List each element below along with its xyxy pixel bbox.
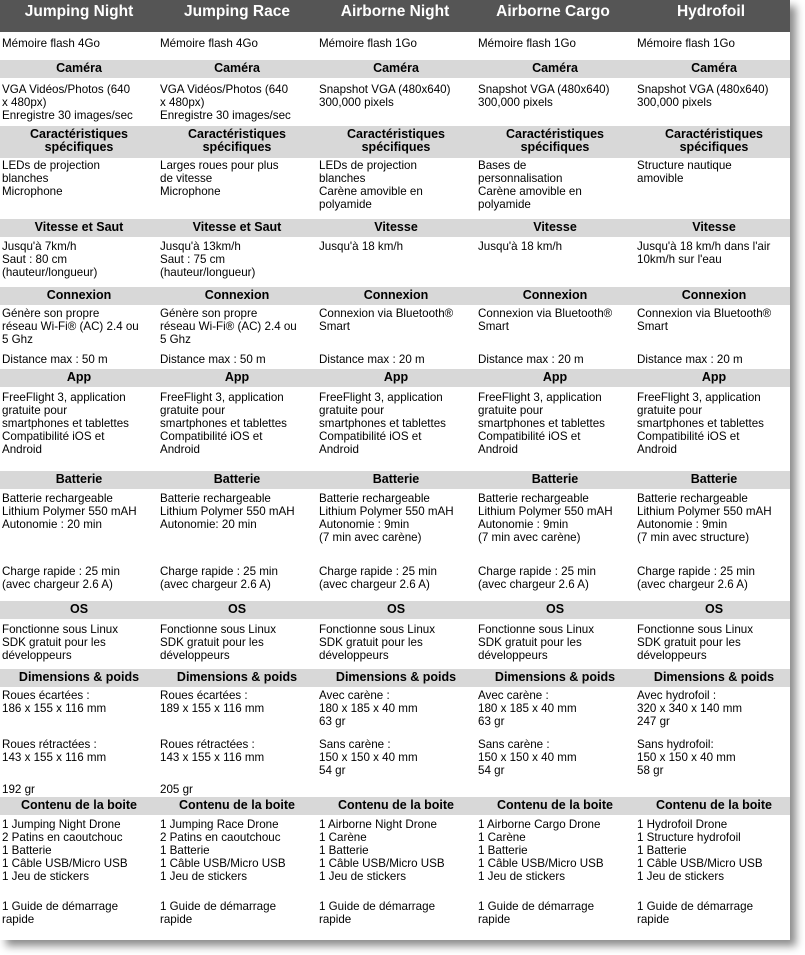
product-name: Jumping Night (24, 3, 134, 20)
battery-cell: Batterie rechargeable Lithium Polymer 550 mAH Autonomie : 20 min (2, 492, 137, 531)
dimensions-alt-cell: Sans carène : 150 x 150 x 40 mm 54 gr (319, 738, 418, 777)
battery-header: Batterie (55, 472, 103, 486)
os-cell: Fonctionne sous Linux SDK gratuit pour les développeurs (160, 623, 277, 662)
battery-header: Batterie (690, 472, 738, 486)
app-cell: FreeFlight 3, application gratuite pour smartphones et tablettes Compatibilité iOS et Android (319, 391, 446, 456)
app-header: App (542, 370, 568, 384)
weight-cell: 192 gr (2, 783, 35, 796)
guide-cell: 1 Guide de démarrage rapide (319, 900, 436, 926)
app-cell: FreeFlight 3, application gratuite pour smartphones et tablettes Compatibilité iOS et Android (637, 391, 764, 456)
dimensions-header: Dimensions & poids (494, 670, 616, 684)
os-header: OS (386, 602, 406, 616)
box-contents-header: Contenu de la boite (338, 798, 454, 812)
connexion-range-cell: Distance max : 20 m (319, 353, 425, 366)
dimensions-alt-cell: Roues rétractées : 143 x 155 x 116 mm (160, 738, 265, 764)
memory-cell: Mémoire flash 1Go (478, 37, 576, 50)
app-cell: FreeFlight 3, application gratuite pour smartphones et tablettes Compatibilité iOS et Android (160, 391, 287, 456)
dimensions-cell: Avec carène : 180 x 185 x 40 mm 63 gr (478, 689, 577, 728)
connexion-header: Connexion (204, 288, 270, 302)
app-header: App (701, 370, 727, 384)
connexion-range-cell: Distance max : 50 m (160, 353, 266, 366)
app-cell: FreeFlight 3, application gratuite pour smartphones et tablettes Compatibilité iOS et Android (2, 391, 129, 456)
camera-cell: VGA Vidéos/Photos (640 x 480px) Enregistre 30 images/sec (160, 83, 291, 122)
os-cell: Fonctionne sous Linux SDK gratuit pour les développeurs (2, 623, 119, 662)
box-contents-header: Contenu de la boite (497, 798, 613, 812)
connexion-cell: Génère son propre réseau Wi-Fi® (AC) 2.4 ou 5 Ghz (2, 307, 139, 346)
product-header-row (0, 0, 790, 32)
guide-cell: 1 Guide de démarrage rapide (637, 900, 754, 926)
dimensions-alt-cell: Sans carène : 150 x 150 x 40 mm 54 gr (478, 738, 577, 777)
features-header: Caractéristiques spécifiques (30, 127, 128, 154)
connexion-header: Connexion (522, 288, 588, 302)
box-contents-header: Contenu de la boite (656, 798, 772, 812)
app-header: App (224, 370, 250, 384)
guide-cell: 1 Guide de démarrage rapide (160, 900, 277, 926)
box-contents-cell: 1 Jumping Race Drone 2 Patins en caoutchouc 1 Batterie 1 Câble USB/Micro USB 1 Jeu de stickers (160, 818, 286, 883)
camera-cell: Snapshot VGA (480x640) 300,000 pixels (319, 83, 451, 109)
os-header: OS (545, 602, 565, 616)
connexion-range-cell: Distance max : 20 m (637, 353, 743, 366)
connexion-header: Connexion (46, 288, 112, 302)
app-header: App (66, 370, 92, 384)
product-name: Airborne Cargo (496, 3, 610, 20)
dimensions-alt-cell: Sans hydrofoil: 150 x 150 x 40 mm 58 gr (637, 738, 736, 777)
speed-header: Vitesse (533, 220, 577, 234)
dimensions-alt-cell: Roues rétractées : 143 x 155 x 116 mm (2, 738, 107, 764)
box-contents-header: Contenu de la boite (179, 798, 295, 812)
battery-cell: Batterie rechargeable Lithium Polymer 550 mAH Autonomie : 9min (7 min avec carène) (319, 492, 454, 544)
speed-header: Vitesse et Saut (192, 220, 282, 234)
os-cell: Fonctionne sous Linux SDK gratuit pour les développeurs (478, 623, 595, 662)
box-contents-cell: 1 Airborne Night Drone 1 Carène 1 Batterie 1 Câble USB/Micro USB 1 Jeu de stickers (319, 818, 445, 883)
features-cell: Structure nautique amovible (637, 159, 732, 185)
speed-header: Vitesse (374, 220, 418, 234)
battery-cell: Batterie rechargeable Lithium Polymer 550 mAH Autonomie : 9min (7 min avec structure) (637, 492, 772, 544)
speed-cell: Jusqu'à 7km/h Saut : 80 cm (hauteur/longueur) (2, 240, 98, 279)
features-cell: Larges roues pour plus de vitesse Microphone (160, 159, 279, 198)
speed-cell: Jusqu'à 18 km/h dans l'air 10km/h sur l'eau (637, 240, 771, 266)
dimensions-header: Dimensions & poids (335, 670, 457, 684)
dimensions-cell: Avec hydrofoil : 320 x 340 x 140 mm 247 gr (637, 689, 743, 728)
dimensions-cell: Roues écartées : 186 x 155 x 116 mm (2, 689, 107, 715)
battery-charge-cell: Charge rapide : 25 min (avec chargeur 2.6 A) (2, 565, 120, 591)
features-header: Caractéristiques spécifiques (506, 127, 604, 154)
camera-cell: Snapshot VGA (480x640) 300,000 pixels (637, 83, 769, 109)
camera-header: Caméra (532, 61, 578, 75)
guide-cell: 1 Guide de démarrage rapide (478, 900, 595, 926)
battery-cell: Batterie rechargeable Lithium Polymer 550 mAH Autonomie : 9min (7 min avec carène) (478, 492, 613, 544)
os-cell: Fonctionne sous Linux SDK gratuit pour les développeurs (637, 623, 754, 662)
connexion-cell: Connexion via Bluetooth® Smart (478, 307, 613, 333)
camera-header: Caméra (214, 61, 260, 75)
features-header: Caractéristiques spécifiques (665, 127, 763, 154)
os-header: OS (227, 602, 247, 616)
connexion-range-cell: Distance max : 50 m (2, 353, 108, 366)
box-contents-cell: 1 Jumping Night Drone 2 Patins en caoutchouc 1 Batterie 1 Câble USB/Micro USB 1 Jeu de stickers (2, 818, 128, 883)
features-cell: LEDs de projection blanches Carène amovible en polyamide (319, 159, 423, 211)
features-cell: Bases de personnalisation Carène amovible en polyamide (478, 159, 582, 211)
speed-cell: Jusqu'à 18 km/h (478, 240, 563, 253)
memory-cell: Mémoire flash 1Go (637, 37, 735, 50)
features-header: Caractéristiques spécifiques (347, 127, 445, 154)
memory-cell: Mémoire flash 4Go (2, 37, 100, 50)
connexion-range-cell: Distance max : 20 m (478, 353, 584, 366)
dimensions-cell: Roues écartées : 189 x 155 x 116 mm (160, 689, 265, 715)
box-contents-cell: 1 Hydrofoil Drone 1 Structure hydrofoil 1 Batterie 1 Câble USB/Micro USB 1 Jeu de stickers (637, 818, 763, 883)
battery-charge-cell: Charge rapide : 25 min (avec chargeur 2.6 A) (478, 565, 596, 591)
camera-header: Caméra (56, 61, 102, 75)
connexion-header: Connexion (681, 288, 747, 302)
dimensions-header: Dimensions & poids (18, 670, 140, 684)
weight-cell: 205 gr (160, 783, 193, 796)
dimensions-header: Dimensions & poids (176, 670, 298, 684)
product-name: Hydrofoil (676, 3, 746, 20)
product-name: Airborne Night (340, 3, 450, 20)
guide-cell: 1 Guide de démarrage rapide (2, 900, 119, 926)
features-cell: LEDs de projection blanches Microphone (2, 159, 100, 198)
battery-header: Batterie (372, 472, 420, 486)
os-cell: Fonctionne sous Linux SDK gratuit pour les développeurs (319, 623, 436, 662)
dimensions-cell: Avec carène : 180 x 185 x 40 mm 63 gr (319, 689, 418, 728)
speed-header: Vitesse (692, 220, 736, 234)
battery-cell: Batterie rechargeable Lithium Polymer 550 mAH Autonomie: 20 min (160, 492, 295, 531)
battery-charge-cell: Charge rapide : 25 min (avec chargeur 2.6 A) (319, 565, 437, 591)
dimensions-header: Dimensions & poids (653, 670, 775, 684)
camera-header: Caméra (691, 61, 737, 75)
camera-cell: VGA Vidéos/Photos (640 x 480px) Enregistre 30 images/sec (2, 83, 133, 122)
app-header: App (383, 370, 409, 384)
battery-header: Batterie (531, 472, 579, 486)
speed-cell: Jusqu'à 13km/h Saut : 75 cm (hauteur/longueur) (160, 240, 256, 279)
speed-cell: Jusqu'à 18 km/h (319, 240, 404, 253)
features-header: Caractéristiques spécifiques (188, 127, 286, 154)
box-contents-header: Contenu de la boite (21, 798, 137, 812)
memory-cell: Mémoire flash 1Go (319, 37, 417, 50)
box-contents-cell: 1 Airborne Cargo Drone 1 Carène 1 Batterie 1 Câble USB/Micro USB 1 Jeu de stickers (478, 818, 604, 883)
connexion-cell: Génère son propre réseau Wi-Fi® (AC) 2.4 ou 5 Ghz (160, 307, 297, 346)
connexion-cell: Connexion via Bluetooth® Smart (319, 307, 454, 333)
os-header: OS (69, 602, 89, 616)
camera-cell: Snapshot VGA (480x640) 300,000 pixels (478, 83, 610, 109)
os-header: OS (704, 602, 724, 616)
battery-charge-cell: Charge rapide : 25 min (avec chargeur 2.6 A) (637, 565, 755, 591)
product-name: Jumping Race (184, 3, 290, 20)
connexion-header: Connexion (363, 288, 429, 302)
battery-header: Batterie (213, 472, 261, 486)
battery-charge-cell: Charge rapide : 25 min (avec chargeur 2.6 A) (160, 565, 278, 591)
app-cell: FreeFlight 3, application gratuite pour smartphones et tablettes Compatibilité iOS et Android (478, 391, 605, 456)
camera-header: Caméra (373, 61, 419, 75)
connexion-cell: Connexion via Bluetooth® Smart (637, 307, 772, 333)
speed-header: Vitesse et Saut (34, 220, 124, 234)
memory-cell: Mémoire flash 4Go (160, 37, 258, 50)
